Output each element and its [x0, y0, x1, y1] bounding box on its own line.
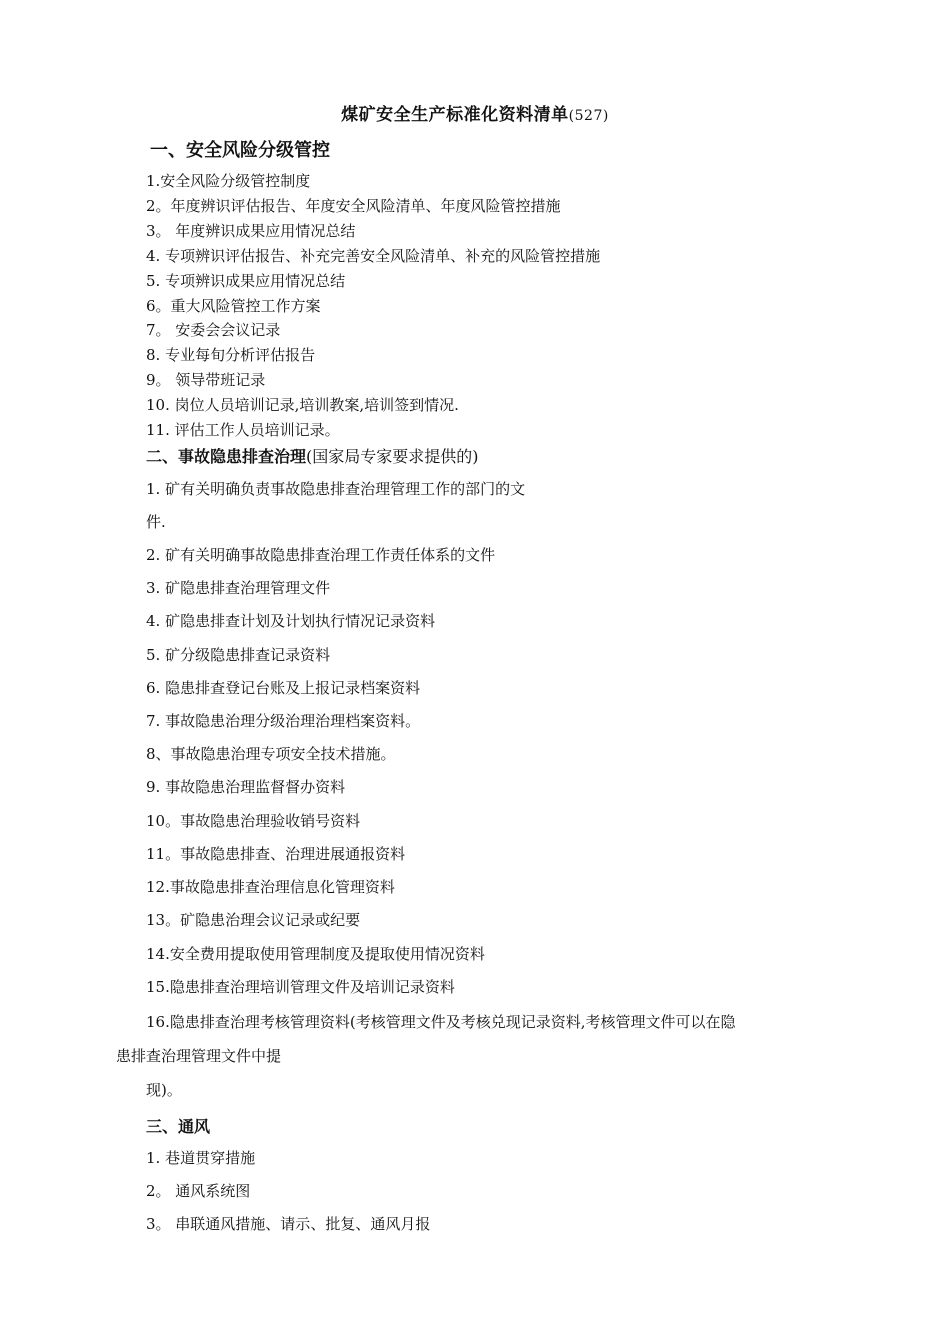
section-2-item: 10。事故隐患治理验收销号资料: [146, 812, 361, 830]
section-2-heading: [146, 444, 479, 467]
section-1-item: 11. 评估工作人员培训记录。: [146, 421, 340, 439]
section-3-heading: [146, 1114, 210, 1137]
section-2-item: 13。矿隐患治理会议记录或纪要: [146, 911, 361, 929]
section-2-item: 件.: [146, 513, 166, 531]
document-title: [0, 100, 950, 125]
section-2-item: 11。事故隐患排查、治理进展通报资料: [146, 845, 406, 863]
section-2-item: 16.隐患排查治理考核管理资料(考核管理文件及考核兑现记录资料,考核管理文件可以在隐: [146, 1013, 736, 1031]
section-2-heading-title: 二、事故隐患排查治理: [146, 447, 307, 466]
section-2-item: 3. 矿隐患排查治理管理文件: [146, 579, 331, 597]
section-2-item: 6. 隐患排查登记台账及上报记录档案资料: [146, 679, 421, 697]
section-3-heading-title: 三、通风: [146, 1117, 211, 1136]
section-1-item: 3。 年度辨识成果应用情况总结: [146, 222, 356, 240]
section-3-item: 3。 串联通风措施、请示、批复、通风月报: [146, 1215, 431, 1233]
section-2-item: 9. 事故隐患治理监督督办资料: [146, 778, 346, 796]
section-2-item: 5. 矿分级隐患排查记录资料: [146, 646, 331, 664]
section-2-item: 15.隐患排查治理培训管理文件及培训记录资料: [146, 978, 455, 996]
document-title-text: 煤矿安全生产标准化资料清单: [341, 105, 569, 125]
section-3-item: 1. 巷道贯穿措施: [146, 1149, 256, 1167]
section-2-item: 12.事故隐患排查治理信息化管理资料: [146, 878, 395, 896]
section-1-heading: 一、安全风险分级管控: [150, 140, 330, 161]
section-1-item: 5. 专项辨识成果应用情况总结: [146, 272, 346, 290]
section-1-item: 10. 岗位人员培训记录,培训教案,培训签到情况.: [146, 396, 459, 414]
document-title-suffix: (527): [568, 108, 609, 124]
section-1-item: 9。 领导带班记录: [146, 371, 266, 389]
section-1-item: 7。 安委会会议记录: [146, 321, 281, 339]
section-3-item: 2。 通风系统图: [146, 1182, 251, 1200]
section-2-item: 2. 矿有关明确事故隐患排查治理工作责任体系的文件: [146, 546, 496, 564]
section-2-item: 1. 矿有关明确负责事故隐患排查治理管理工作的部门的文: [146, 480, 526, 498]
section-2-item: 8、事故隐患治理专项安全技术措施。: [146, 745, 396, 763]
section-2-item: 患排查治理管理文件中提: [116, 1047, 282, 1065]
section-1-item: 1.安全风险分级管控制度: [146, 172, 311, 190]
section-2-heading-note: (国家局专家要求提供的): [306, 447, 479, 466]
section-2-item: 现)。: [146, 1081, 182, 1099]
section-1-item: 2。年度辨识评估报告、年度安全风险清单、年度风险管控措施: [146, 197, 561, 215]
section-1-item: 4. 专项辨识评估报告、补充完善安全风险清单、补充的风险管控措施: [146, 247, 601, 265]
section-1-item: 6。重大风险管控工作方案: [146, 297, 321, 315]
section-2-item: 4. 矿隐患排查计划及计划执行情况记录资料: [146, 612, 436, 630]
section-2-item: 7. 事故隐患治理分级治理治理档案资料。: [146, 712, 421, 730]
section-1-item: 8. 专业每旬分析评估报告: [146, 346, 316, 364]
section-2-item: 14.安全费用提取使用管理制度及提取使用情况资料: [146, 945, 485, 963]
